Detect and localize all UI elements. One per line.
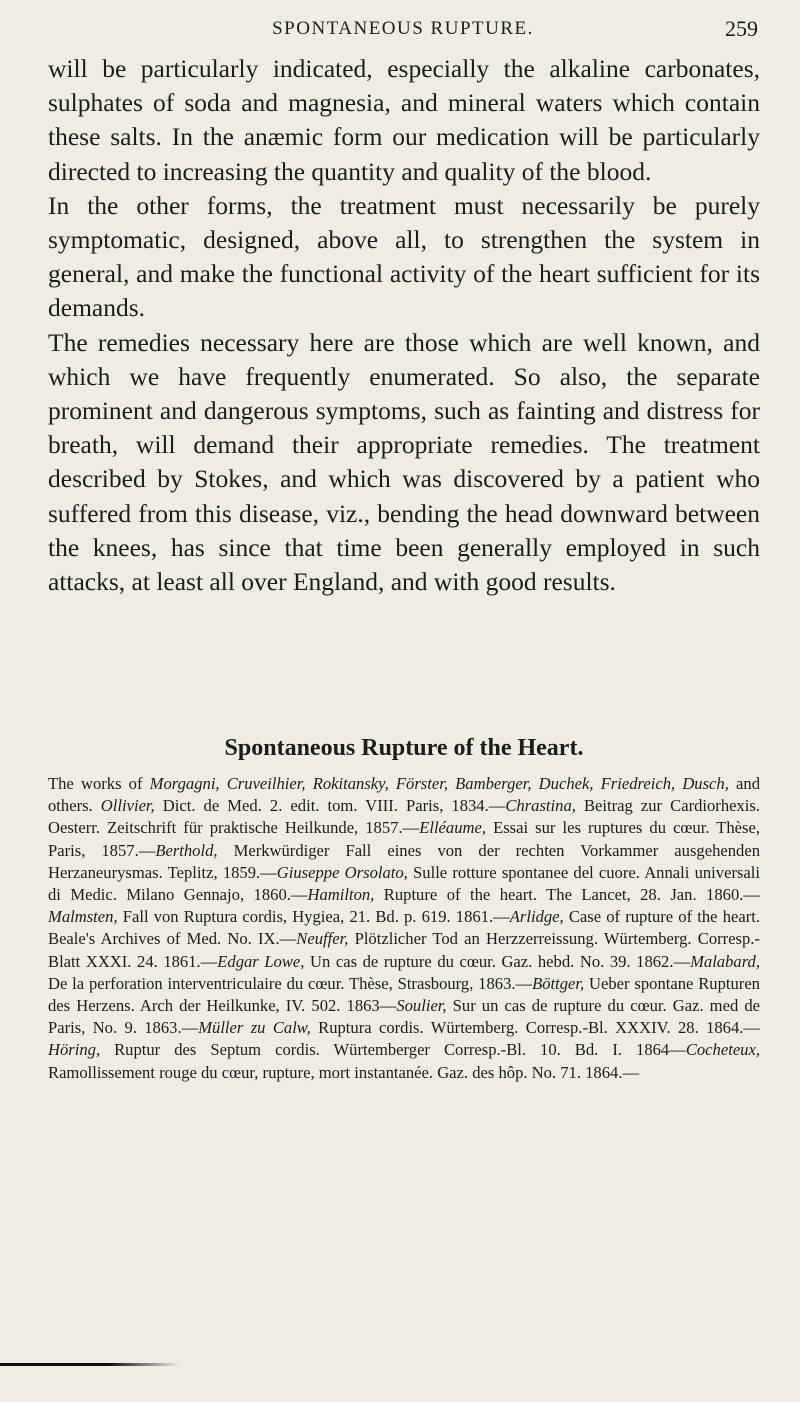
- ref-author: Müller zu Calw,: [198, 1018, 311, 1038]
- ref-author: Berthold,: [155, 840, 218, 860]
- ref-author: Chrastina,: [505, 796, 576, 816]
- paragraph-2: In the other forms, the treatment must necessarily be purely symptomatic, designed, above all, to strengthen the system in general, and make the functional activity of the heart sufficient for its demands.: [48, 190, 760, 323]
- page-number: 259: [725, 16, 758, 41]
- ref-text: Fall von Ruptura cordis, Hygiea, 21. Bd. p. 619. 1861.—: [117, 907, 510, 927]
- ref-text: De la perforation interventriculaire du cœur. Thèse, Strasbourg, 1863.—: [48, 973, 533, 993]
- ref-text: Case of rupture of the heart. Beale's Archives of Med. No. IX.—: [48, 907, 761, 949]
- ref-text: Beitrag zur Cardiorhexis. Oesterr. Zeitschrift für praktische Heilkunde, 1857.—: [48, 796, 760, 838]
- ref-author: Malmsten,: [48, 907, 118, 927]
- ref-text: Ruptura cordis. Würtemberg. Corresp.-Bl. XXXIV. 28. 1864.—: [310, 1018, 760, 1038]
- paragraph-3: The remedies necessary here are those which are well known, and which we have frequently enumerated. So also, the separate prominent and dangerous symptoms, such as fainting and distress for breath, will demand their appropriate remedies. The treatment described by Stokes, and which was discovered by a patient who suffered from this disease, viz., bending the head downward between the knees, has since that time been generally employed in such attacks, at least all over England, and with good results.: [48, 327, 760, 597]
- ref-author: Malabard,: [690, 951, 760, 971]
- ref-author: Böttger,: [532, 973, 585, 993]
- ref-text: Sur un cas de rupture du cœur. Gaz. med de Paris, No. 9. 1863.—: [48, 996, 760, 1038]
- body-text: [48, 52, 760, 599]
- ref-text: Merkwürdiger Fall eines von der rechten Vorkammer ausgehenden Herzaneurysmas. Teplitz, 1859.—: [48, 840, 760, 882]
- ref-text: Dict. de Med. 2. edit. tom. VIII. Paris, 1834.—: [154, 796, 506, 816]
- scan-edge-rule: [0, 1363, 180, 1366]
- references-paragraph: [48, 773, 760, 1084]
- ref-text: Ruptur des Septum cordis. Würtemberger Corresp.-Bl. 10. Bd. I. 1864—: [100, 1040, 686, 1060]
- page-header: [48, 18, 758, 48]
- ref-text: Sulle rotture spontanee del cuore. Annali universali di Medic. Milano Gennajo, 1860.—: [48, 862, 761, 905]
- ref-author: Höring,: [48, 1040, 101, 1060]
- ref-text: Essai sur les ruptures du cœur. Thèse, Paris, 1857.—: [48, 818, 760, 860]
- ref-text: Un cas de rupture du cœur. Gaz. hebd. No. 39. 1862.—: [304, 951, 691, 971]
- ref-text: Ramollissement rouge du cœur, rupture, mort instantanée. Gaz. des hôp. No. 71. 1864.—: [48, 1062, 640, 1082]
- ref-author: Ollivier,: [100, 796, 155, 816]
- ref-author: Cocheteux,: [685, 1040, 760, 1060]
- paragraph-1: will be particularly indicated, especially the alkaline carbonates, sulphates of soda and magnesia, and mineral waters which contain these salts. In the anæmic form our medication will be particularly directed to increasing the quantity and quality of the blood.: [48, 54, 760, 186]
- running-head: SPONTANEOUS RUPTURE.: [272, 18, 534, 39]
- section-heading: Spontaneous Rupture of the Heart.: [224, 735, 584, 761]
- ref-author: Soulier,: [396, 996, 447, 1016]
- ref-author: Edgar Lowe,: [217, 951, 305, 971]
- ref-author: Elléaume,: [419, 818, 487, 838]
- ref-text: Plötzlicher Tod an Herzzerreissung. Würtemberg. Corresp.-Blatt XXXI. 24. 1861.—: [48, 929, 760, 971]
- ref-author: Giuseppe Orsolato,: [276, 862, 408, 882]
- ref-text: and others.: [48, 774, 760, 816]
- ref-author: Hamilton,: [307, 885, 375, 905]
- ref-author: Neuffer,: [296, 929, 349, 949]
- ref-text: Rupture of the heart. The Lancet, 28. Jan. 1860.—: [374, 885, 760, 905]
- ref-author: Arlidge,: [509, 907, 564, 927]
- ref-text: Ueber spontane Rupturen des Herzens. Arch der Heilkunke, IV. 502. 1863—: [48, 973, 760, 1016]
- ref-authors: Morgagni, Cruveilhier, Rokitansky, Förster, Bamberger, Duchek, Friedreich, Dusch,: [149, 774, 729, 793]
- ref-text: The works of: [48, 774, 150, 793]
